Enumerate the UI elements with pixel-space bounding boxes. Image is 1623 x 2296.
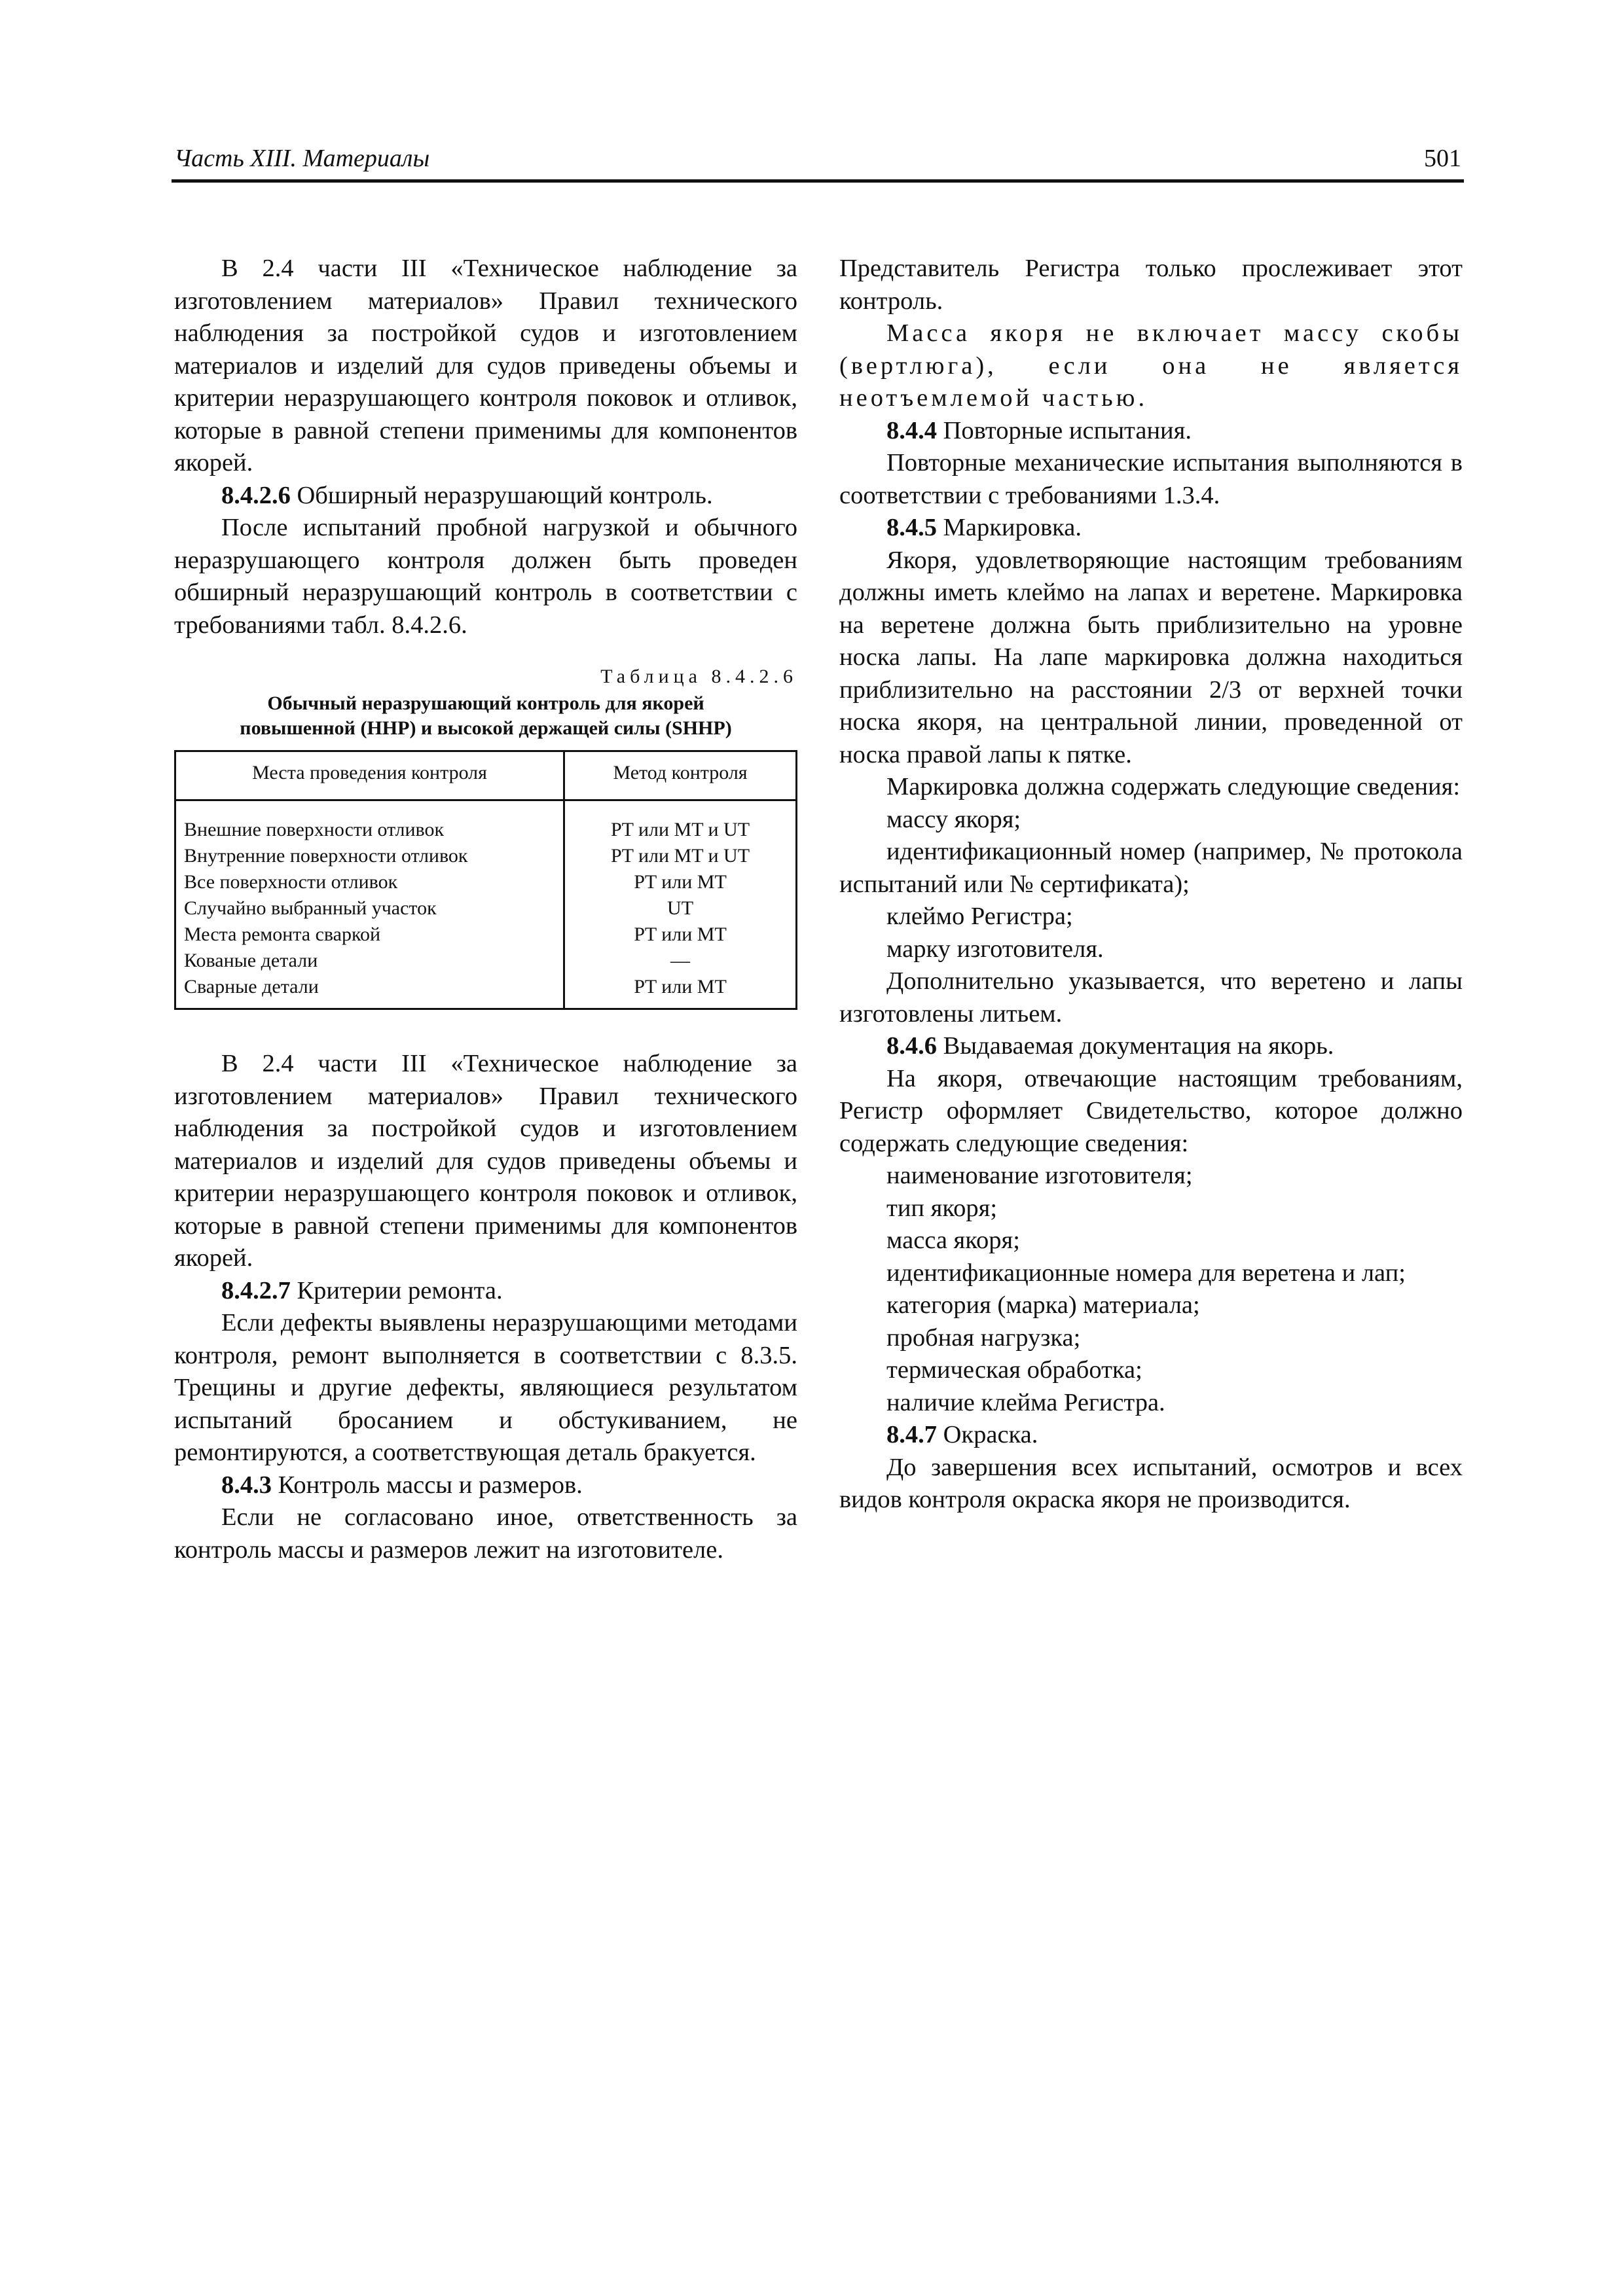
paragraph: После испытаний пробной нагрузкой и обычного неразрушающего контроля должен быть проведен обширный неразрушающий контроль в соответствии с требованиями табл. 8.4.2.6.: [174, 514, 797, 639]
list-item: масса якоря;: [886, 1227, 1020, 1254]
section-number: 8.4.3: [221, 1471, 272, 1499]
section-heading-8-4-3: [174, 1469, 797, 1502]
paragraph: Маркировка должна содержать следующие сведения:: [886, 773, 1461, 800]
table-row: [175, 948, 797, 974]
table-caption: Таблица 8.4.2.6: [600, 666, 797, 687]
list-item: наличие клейма Регистра.: [886, 1388, 1165, 1416]
section-title: Критерии ремонта.: [290, 1276, 503, 1304]
list-item: идентификационные номера для веретена и лап;: [886, 1259, 1406, 1287]
table-row: [175, 869, 797, 895]
list-item: тип якоря;: [886, 1194, 998, 1222]
section-title: Обширный неразрушающий контроль.: [290, 481, 713, 509]
section-number: 8.4.7: [886, 1421, 937, 1448]
list-item: массу якоря;: [886, 805, 1021, 833]
page-header: [172, 139, 1464, 183]
section-heading-8-4-2-6: [174, 480, 797, 512]
table-title-line: повышенной (HHP) и высокой держащей силы (SHHP): [240, 717, 732, 739]
table-row: [175, 800, 797, 844]
paragraph: До завершения всех испытаний, осмотров и всех видов контроля окраска якоря не производится.: [839, 1453, 1463, 1513]
paragraph: Дополнительно указывается, что веретено и лапы изготовлены литьем.: [839, 967, 1463, 1028]
table-cell: Внешние поверхности отливок: [175, 800, 564, 844]
page-number: 501: [1424, 145, 1461, 172]
list-item: наименование изготовителя;: [886, 1162, 1193, 1189]
table-cell: —: [670, 950, 691, 971]
table-cell: PT или MT: [634, 924, 727, 945]
section-title: Окраска.: [937, 1421, 1038, 1448]
table-title-line: Обычный неразрушающий контроль для якорей: [267, 692, 704, 714]
table-header-method: Метод контроля: [564, 751, 797, 800]
table-row: [175, 974, 797, 1009]
section-heading-8-4-5: [839, 512, 1463, 545]
right-column: [839, 253, 1463, 1516]
section-number: 8.4.4: [886, 416, 937, 444]
paragraph: Представитель Регистра только прослеживает этот контроль.: [839, 255, 1463, 315]
section-number: 8.4.6: [886, 1032, 937, 1060]
section-title: Выдаваемая документация на якорь.: [937, 1032, 1334, 1060]
table-cell: PT или MT: [634, 976, 727, 997]
paragraph: Если дефекты выявлены неразрушающими методами контроля, ремонт выполняется в соответствии с 8.3.5. Трещины и другие дефекты, являющиеся результатом испытаний бросанием и обстукиванием, не ремонтируются, а соответствующая деталь бракуется.: [174, 1309, 797, 1466]
table-cell: PT или MT и UT: [611, 819, 750, 840]
table-title: [174, 691, 797, 741]
running-title: Часть XIII. Материалы: [174, 145, 430, 172]
paragraph: Масса якоря не включает массу скобы (вертлюга), если она не является неотъемлемой частью.: [839, 319, 1463, 412]
section-title: Повторные испытания.: [937, 416, 1192, 444]
left-column: [174, 253, 797, 1566]
table-cell: UT: [667, 897, 694, 919]
table-row: [175, 922, 797, 948]
table-cell: PT или MT: [634, 871, 727, 893]
table-cell: Все поверхности отливок: [175, 869, 564, 895]
section-title: Маркировка.: [937, 514, 1082, 541]
table-cell: Кованые детали: [175, 948, 564, 974]
list-item: пробная нагрузка;: [886, 1323, 1081, 1352]
list-item: марку изготовителя.: [886, 935, 1104, 963]
paragraph: Якоря, удовлетворяющие настоящим требованиям должны иметь клеймо на лапах и веретене. Маркировка на веретене должна быть приблизительно на уровне носка лапы. На лапе маркировка должна находиться приблизительно на расстоянии 2/3 от верхней точки носка якоря, на центральной линии, проведенной от носка правой лапы к пятке.: [839, 546, 1463, 768]
section-number: 8.4.2.6: [221, 481, 291, 509]
section-heading-8-4-7: [839, 1419, 1463, 1452]
paragraph: В 2.4 части III «Техническое наблюдение за изготовлением материалов» Правил технического наблюдения за постройкой судов и изготовлением материалов и изделий для судов приведены объемы и критерии неразрушающего контроля поковок и отливок, которые в равной степени применимы для компонентов якорей.: [174, 1050, 797, 1272]
section-heading-8-4-2-7: [174, 1275, 797, 1308]
list-item: категория (марка) материала;: [886, 1291, 1200, 1319]
section-heading-8-4-4: [839, 415, 1463, 448]
section-number: 8.4.2.7: [221, 1276, 291, 1304]
list-item: клеймо Регистра;: [886, 903, 1073, 930]
table-cell: Сварные детали: [175, 974, 564, 1009]
table-cell: Внутренние поверхности отливок: [175, 843, 564, 869]
paragraph: На якоря, отвечающие настоящим требованиям, Регистр оформляет Свидетельство, которое должно содержать следующие сведения:: [839, 1064, 1463, 1157]
paragraph: Если не согласовано иное, ответственность за контроль массы и размеров лежит на изготовителе.: [174, 1503, 797, 1564]
section-heading-8-4-6: [839, 1030, 1463, 1063]
table-cell: Случайно выбранный участок: [175, 895, 564, 922]
table-row: [175, 843, 797, 869]
table-cell: Места ремонта сваркой: [175, 922, 564, 948]
list-item: идентификационный номер (например, № протокола испытаний или № сертификата);: [839, 838, 1463, 898]
table-header-location: Места проведения контроля: [175, 751, 564, 800]
table-cell: PT или MT и UT: [611, 845, 750, 867]
table-row: [175, 895, 797, 922]
section-number: 8.4.5: [886, 514, 937, 541]
ndt-table: [174, 750, 797, 1010]
list-item: термическая обработка;: [886, 1356, 1142, 1384]
section-title: Контроль массы и размеров.: [272, 1471, 583, 1499]
paragraph: Повторные механические испытания выполняются в соответствии с требованиями 1.3.4.: [839, 449, 1463, 509]
paragraph: В 2.4 части III «Техническое наблюдение за изготовлением материалов» Правил технического наблюдения за постройкой судов и изготовлением материалов и изделий для судов приведены объемы и критерии неразрушающего контроля поковок и отливок, которые в равной степени применимы для компонентов якорей.: [174, 255, 797, 476]
